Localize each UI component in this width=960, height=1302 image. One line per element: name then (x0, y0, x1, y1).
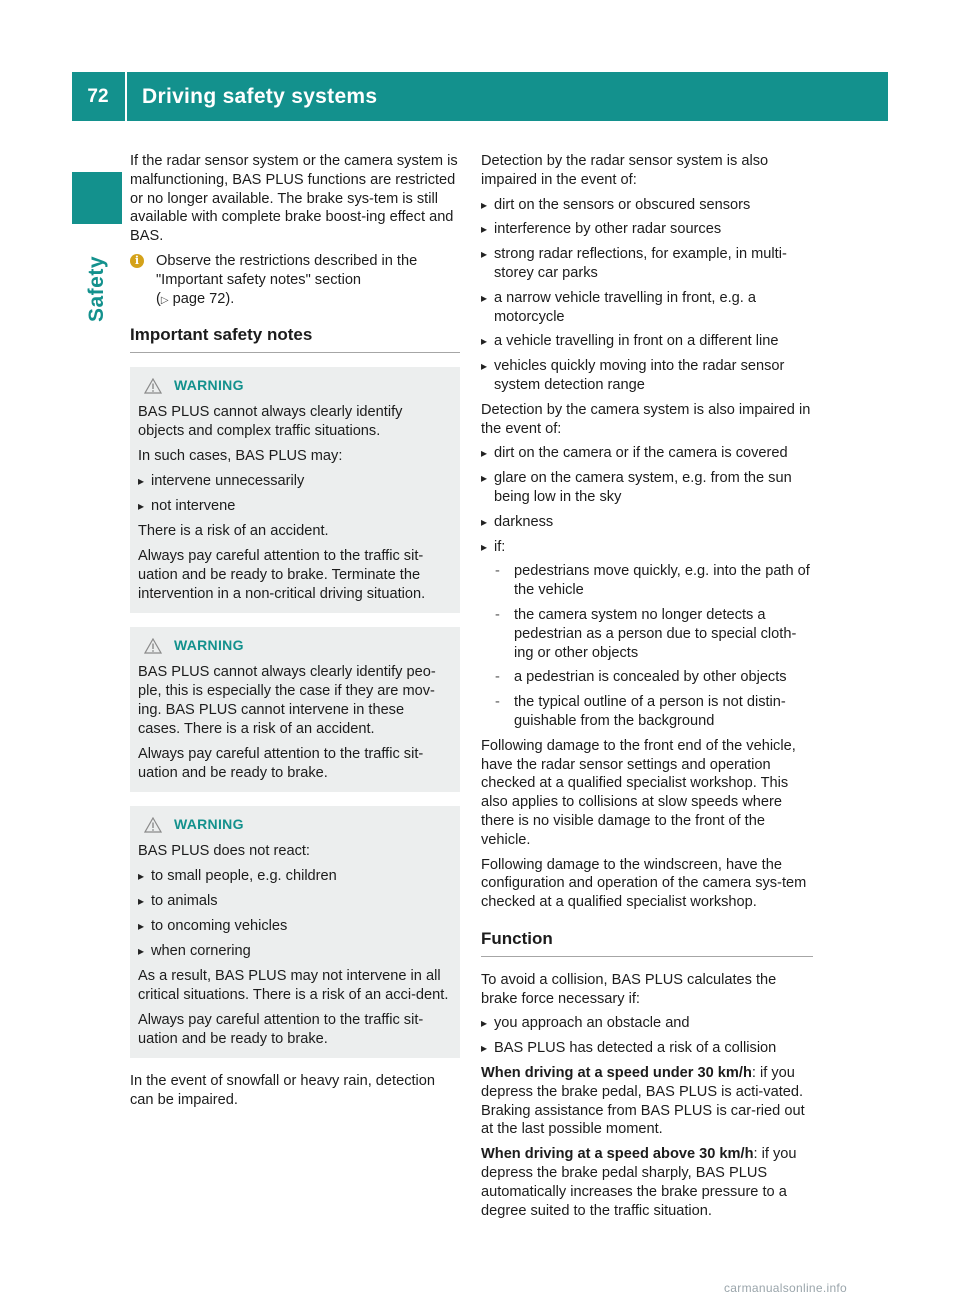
page-ref-open: ( (156, 290, 161, 307)
list-item: ▸ glare on the camera system, e.g. from the sun being low in the sky (481, 469, 813, 507)
info-note (130, 252, 460, 310)
warning-title: WARNING (174, 377, 244, 394)
damage-paragraph: Following damage to the front end of the vehicle, have the radar sensor settings and operation checked at a qualified specialist workshop. This also applies to collisions at slow speeds where there is no visible damage to the front of the vehicle. (481, 737, 796, 848)
warning-text: BAS PLUS does not react: (138, 843, 310, 860)
list-item: ▸ a vehicle travelling in front on a different line (481, 332, 813, 351)
warning-text: Always pay careful attention to the traffic sit-uation and be ready to brake. Terminate the intervention in a non-critical driving situation. (138, 548, 426, 603)
warning-title: WARNING (174, 816, 244, 833)
radar-intro: Detection by the radar sensor system is also impaired in the event of: (481, 153, 769, 188)
left-column (130, 152, 460, 1116)
warning-box-3 (130, 806, 460, 1058)
info-note-body (156, 252, 460, 310)
list-item: ▸ not intervene (138, 497, 450, 516)
warning-header (138, 376, 450, 395)
warning-box-1 (130, 367, 460, 613)
warning-triangle-icon (144, 378, 162, 394)
warning-text: Always pay careful attention to the traffic sit-uation and be ready to brake. (138, 1012, 424, 1048)
watermark: carmanualsonline.info (724, 1281, 848, 1295)
page-ref-link[interactable]: page 72). (172, 290, 235, 307)
warning-text: There is a risk of an accident. (138, 523, 329, 540)
warning-text: In such cases, BAS PLUS may: (138, 448, 343, 465)
warning-list (138, 867, 450, 961)
side-tab-label: Safety (85, 255, 108, 323)
if-sublist (481, 562, 813, 730)
list-item: ▸ when cornering (138, 942, 450, 961)
function-intro: To avoid a collision, BAS PLUS calculates the brake force necessary if: (481, 971, 777, 1007)
speed-above-paragraph (481, 1145, 813, 1220)
warning-text: Always pay careful attention to the traffic sit-uation and be ready to brake. (138, 746, 424, 782)
speed-above-label: When driving at a speed above 30 km/h (481, 1146, 754, 1163)
list-item: ▸ intervene unnecessarily (138, 472, 450, 491)
list-item: ▸ to small people, e.g. children (138, 867, 450, 886)
list-item: ▸ vehicles quickly moving into the radar sensor system detection range (481, 357, 813, 395)
list-item: ▸ a narrow vehicle travelling in front, e.g. a motorcycle (481, 289, 813, 327)
list-item: ▸ darkness (481, 513, 813, 532)
warning-text: BAS PLUS cannot always clearly identify peo-ple, this is especially the case if they are mov-ing. BAS PLUS cannot intervene in these cases. There is a risk of an accident. (138, 664, 436, 738)
warning-header (138, 815, 450, 834)
warning-title: WARNING (174, 637, 244, 654)
speed-under-label: When driving at a speed under 30 km/h (481, 1065, 752, 1082)
chapter-title: Driving safety systems (142, 85, 378, 108)
warning-triangle-icon (144, 638, 162, 654)
sub-list-item: - a pedestrian is concealed by other objects (481, 668, 813, 687)
sub-list-item: - the camera system no longer detects a pedestrian as a person due to special cloth-ing or other objects (481, 606, 813, 662)
speed-under-text: : if you depress the brake pedal, BAS PLUS is acti-vated. Braking assistance from BAS PLUS is car-ried out at the last possible moment. (481, 1065, 805, 1138)
warning-box-2 (130, 627, 460, 792)
right-column (481, 152, 813, 1226)
info-note-text: Observe the restrictions described in the "Important safety notes" section (156, 252, 418, 288)
warning-header (138, 636, 450, 655)
camera-intro: Detection by the camera system is also impaired in the event of: (481, 401, 811, 437)
list-item: ▸ strong radar reflections, for example, in multi-storey car parks (481, 245, 813, 283)
list-item: ▸ if: (481, 538, 813, 557)
warning-list (138, 472, 450, 516)
intro-paragraph: If the radar sensor system or the camera system is malfunctioning, BAS PLUS functions are restricted or no longer available. The brake sys-tem is still available with complete brake boost-ing effect and BAS. (130, 153, 458, 245)
section-heading-safety-notes: Important safety notes (130, 324, 460, 353)
function-list (481, 1014, 813, 1058)
camera-list (481, 444, 813, 556)
header-bar (72, 72, 888, 121)
list-item: ▸ BAS PLUS has detected a risk of a collision (481, 1039, 813, 1058)
speed-above-text: : if you depress the brake pedal sharply, BAS PLUS automatically increases the brake pressure to a degree suited to the traffic situation. (481, 1146, 797, 1219)
list-item: ▸ to oncoming vehicles (138, 917, 450, 936)
sub-list-item: - pedestrians move quickly, e.g. into the path of the vehicle (481, 562, 813, 600)
windscreen-paragraph: Following damage to the windscreen, have the configuration and operation of the camera sys-tem checked at a qualified specialist workshop. (481, 856, 807, 911)
outro-paragraph: In the event of snowfall or heavy rain, detection can be impaired. (130, 1073, 436, 1109)
info-icon: i (130, 254, 144, 268)
sub-list-item: - the typical outline of a person is not distin-guishable from the background (481, 693, 813, 731)
section-heading-function: Function (481, 928, 813, 957)
radar-list (481, 196, 813, 395)
list-item: ▸ dirt on the camera or if the camera is covered (481, 444, 813, 463)
warning-triangle-icon (144, 817, 162, 833)
list-item: ▸ dirt on the sensors or obscured sensors (481, 196, 813, 215)
page-ref-arrow-icon: ▷ (160, 294, 169, 306)
side-tab-marker (72, 172, 122, 224)
page-number: 72 (87, 85, 109, 107)
header-divider (125, 72, 127, 121)
list-item: ▸ to animals (138, 892, 450, 911)
list-item: ▸ you approach an obstacle and (481, 1014, 813, 1033)
warning-text: BAS PLUS cannot always clearly identify objects and complex traffic situations. (138, 404, 403, 440)
warning-text: As a result, BAS PLUS may not intervene in all critical situations. There is a risk of an acci-dent. (138, 968, 449, 1004)
list-item: ▸ interference by other radar sources (481, 220, 813, 239)
speed-under-paragraph (481, 1064, 813, 1139)
